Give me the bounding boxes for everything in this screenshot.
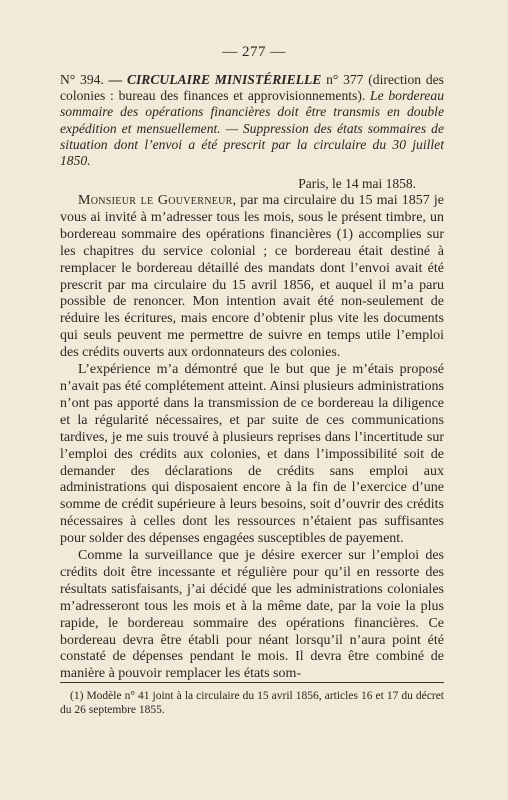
salutation: Monsieur le Gouverneur [78, 193, 233, 208]
circular-title: — CIRCULAIRE MINISTÉRIELLE [108, 72, 322, 87]
dateline [60, 176, 444, 192]
circular-summary: Le bordereau sommaire des opérations financières doit être transmis en double expédition et mensuellement. — Suppression des états sommaires de situation dont l’envoi a été prescrit par la circulaire du 30 juillet 1850. [60, 88, 444, 169]
circular-title-rest: n° 377 (direction des colonies : bureau des finances et approvisionnements). [60, 72, 444, 104]
paragraph-1 [60, 193, 444, 362]
paragraph-1-text: , par ma circulaire du 15 mai 1857 je vous ai invité à m’adresser tous les mois, sous le présent timbre, un bordereau sommaire des opérations financières (1) accomplies sur les chapitres du service colonial ; ce bordereau était destiné à remplacer le bordereau détaillé des mandats dont l’envoi avait été prescrit par ma circulaire du 15 avril 1856, et auquel il m’a paru possible de renoncer. Mon intention avait été non-seulement de réduire les écritures, mais encore d’obtenir plus vite les documents qui seuls peuvent me permettre de suivre en temps utile l’emploi des crédits ouverts aux ordonnateurs des colonies. [60, 193, 444, 361]
circular-header [60, 72, 444, 169]
page-number: — 277 — [222, 44, 286, 60]
dateline-text: Paris, le 14 mai 1858. [298, 176, 416, 191]
letter-body [60, 193, 444, 683]
footnote-divider [60, 682, 444, 683]
footnote: (1) Modèle n° 41 joint à la circulaire du 15 avril 1856, articles 16 et 17 du décret du 26 septembre 1855. [60, 690, 444, 716]
paragraph-2: L’expérience m’a démontré que le but que je m’étais proposé n’avait pas été complétement atteint. Ainsi plusieurs administrations n’ont pas apporté dans la transmission de ce bordereau la diligence et la régularité nécessaires, et par suite de ces communications tardives, je me suis trouvé à plusieurs reprises dans l’incertitude sur l’emploi des crédits aux colonies, et dans l’impossibilité soit de demander des déclarations de crédits sans emploi aux administrations qui disposaient encore à la fin de l’exercice d’une somme de crédit supérieure à leurs besoins, soit d’ouvrir des crédits nécessaires à celles dont les ressources n’étaient pas suffisantes pour solder des dépenses engagées susceptibles de payement. [60, 362, 444, 547]
paragraph-3: Comme la surveillance que je désire exercer sur l’emploi des crédits doit être incessante et régulière pour qu’il en ressorte des résultats satisfaisants, j’ai décidé que les administrations coloniales m’adresseront tous les mois et à la même date, par la voie la plus rapide, le bordereau sommaire des opérations financières. Ce bordereau devra être établi pour néant lorsqu’il n’aura point été constaté de dépenses pendant le mois. Il devra être combiné de manière à pouvoir remplacer les états som- [60, 548, 444, 682]
circular-number: N° 394. [60, 72, 104, 87]
